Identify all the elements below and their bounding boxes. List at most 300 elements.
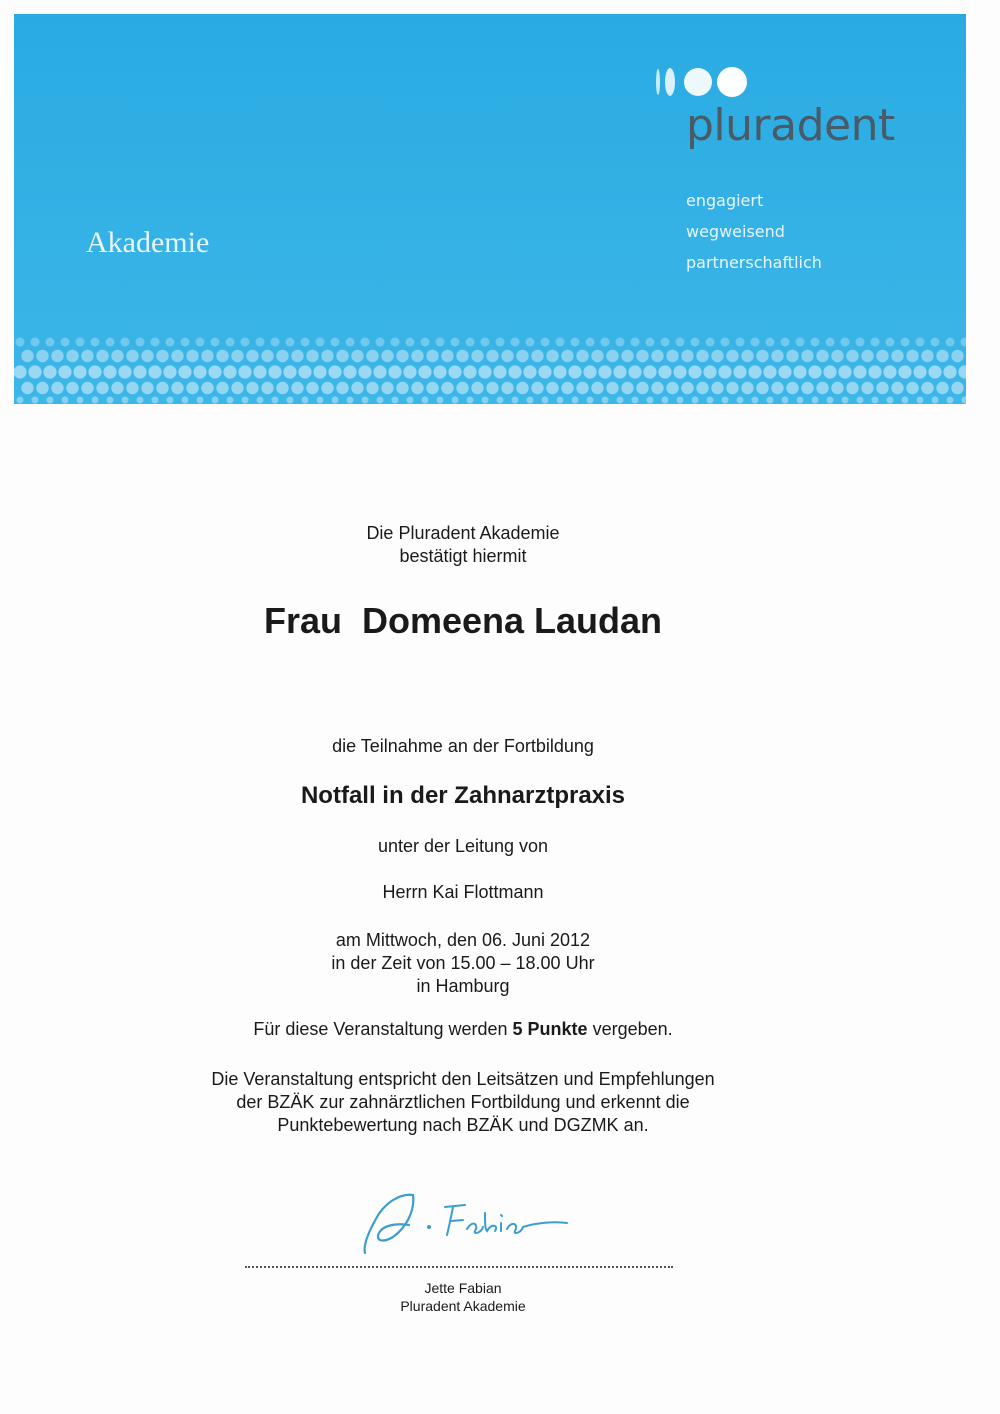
pattern-dot (96, 350, 108, 362)
pattern-dot (486, 382, 498, 394)
pattern-dot (636, 382, 648, 394)
pattern-dot (958, 365, 966, 378)
pattern-dot (786, 350, 798, 362)
pattern-dot (151, 338, 160, 347)
pattern-dot (441, 382, 453, 394)
pattern-dot (591, 382, 603, 394)
pattern-dot (857, 397, 864, 404)
pattern-dot (471, 382, 483, 394)
pattern-dot (538, 365, 551, 378)
pattern-dot (651, 350, 663, 362)
pattern-dot (576, 350, 588, 362)
pattern-dot (916, 338, 925, 347)
pattern-dot (793, 365, 806, 378)
pattern-dot (256, 338, 265, 347)
pattern-dot (261, 350, 273, 362)
pattern-dot (291, 350, 303, 362)
compliance-line-3: Punktebewertung nach BZÄK und DGZMK an. (277, 1115, 649, 1135)
pattern-dot (943, 365, 956, 378)
pattern-dot (553, 365, 566, 378)
intro-line-2: bestätigt hiermit (399, 546, 527, 566)
pattern-dot (928, 365, 941, 378)
pattern-dot (898, 365, 911, 378)
pattern-dot (137, 397, 144, 404)
pattern-dot (76, 338, 85, 347)
pattern-dot (201, 382, 213, 394)
pattern-dot (751, 338, 760, 347)
pattern-dot (508, 365, 521, 378)
location-line: in Hamburg (416, 976, 510, 996)
pattern-dot (358, 365, 371, 378)
pattern-dot (272, 397, 279, 404)
pattern-dot (268, 365, 281, 378)
pattern-dot (497, 397, 504, 404)
time-line: in der Zeit von 15.00 – 18.00 Uhr (331, 953, 595, 973)
pattern-dot (286, 338, 295, 347)
pattern-dot (812, 397, 819, 404)
pattern-dot (733, 365, 746, 378)
pattern-dot (196, 338, 205, 347)
pattern-dot (932, 397, 939, 404)
pattern-dot (811, 338, 820, 347)
pattern-dot (501, 350, 513, 362)
pattern-dot (107, 397, 114, 404)
pattern-dot (111, 350, 123, 362)
pattern-dot (181, 338, 190, 347)
pattern-dot (366, 382, 378, 394)
pattern-dot (741, 382, 753, 394)
pattern-dot (178, 365, 191, 378)
pattern-dot (21, 350, 33, 362)
pattern-dot (901, 338, 910, 347)
pattern-dot (621, 350, 633, 362)
pattern-dot (32, 397, 39, 404)
pattern-dot (452, 397, 459, 404)
pattern-dot (846, 350, 858, 362)
pattern-dot (313, 365, 326, 378)
pattern-dot (808, 365, 821, 378)
pattern-dot (126, 382, 138, 394)
pattern-dot (816, 382, 828, 394)
pattern-dot (587, 397, 594, 404)
pattern-dot (317, 397, 324, 404)
pattern-dot (706, 338, 715, 347)
pattern-dot (801, 350, 813, 362)
pattern-dot (362, 397, 369, 404)
pattern-dot (271, 338, 280, 347)
tagline-1: engagiert (686, 191, 764, 210)
pattern-dot (586, 338, 595, 347)
pattern-dot (561, 382, 573, 394)
course-title: Notfall in der Zahnarztpraxis (300, 782, 626, 809)
pattern-dot (782, 397, 789, 404)
pattern-dot (526, 338, 535, 347)
pattern-dot (636, 350, 648, 362)
pattern-dot (516, 382, 528, 394)
pattern-dot (496, 338, 505, 347)
pattern-dot (601, 338, 610, 347)
pattern-dot (531, 350, 543, 362)
pattern-dot (541, 338, 550, 347)
pattern-dot (632, 397, 639, 404)
pattern-dot (721, 338, 730, 347)
pattern-dot (861, 350, 873, 362)
pattern-dot (332, 397, 339, 404)
pattern-dot (801, 382, 813, 394)
pattern-dot (546, 382, 558, 394)
pattern-dot (691, 338, 700, 347)
pattern-dot (328, 365, 341, 378)
pattern-dot (321, 350, 333, 362)
pattern-dot (737, 397, 744, 404)
pattern-dot (156, 350, 168, 362)
pattern-dot (527, 397, 534, 404)
pattern-dot (167, 397, 174, 404)
pattern-dot (66, 382, 78, 394)
pattern-dot (511, 338, 520, 347)
pattern-dot (141, 382, 153, 394)
pattern-dot (103, 365, 116, 378)
pattern-dot (122, 397, 129, 404)
pattern-dot (28, 365, 41, 378)
header-banner (14, 14, 966, 404)
pattern-dot (906, 382, 918, 394)
pattern-dot (133, 365, 146, 378)
pattern-dot (373, 365, 386, 378)
pattern-dot (36, 382, 48, 394)
pattern-dot (298, 365, 311, 378)
pattern-dot (951, 382, 963, 394)
pattern-dot (883, 365, 896, 378)
signer-org: Pluradent Akademie (400, 1298, 526, 1314)
pattern-dot (62, 397, 69, 404)
points-value: 5 Punkte (512, 1019, 588, 1039)
pattern-dot (21, 382, 33, 394)
pattern-dot (226, 338, 235, 347)
pattern-dot (781, 338, 790, 347)
pattern-dot (478, 365, 491, 378)
pattern-dot (756, 382, 768, 394)
pattern-dot (436, 338, 445, 347)
pattern-dot (242, 397, 249, 404)
pattern-dot (407, 397, 414, 404)
pattern-dot (666, 350, 678, 362)
pattern-dot (826, 338, 835, 347)
intro-text (0, 522, 926, 568)
pattern-dot (861, 382, 873, 394)
pattern-dot (403, 365, 416, 378)
pattern-dot (481, 338, 490, 347)
pattern-dot (283, 365, 296, 378)
dot-pattern (14, 336, 966, 404)
pattern-dot (223, 365, 236, 378)
tagline-2: wegweisend (686, 222, 785, 241)
pattern-dot (512, 397, 519, 404)
pattern-dot (696, 382, 708, 394)
pattern-dot (556, 338, 565, 347)
pattern-dot (606, 382, 618, 394)
pattern-dot (591, 350, 603, 362)
pattern-dot (351, 350, 363, 362)
pattern-dot (451, 338, 460, 347)
pattern-dot (441, 350, 453, 362)
pattern-dot (302, 397, 309, 404)
pattern-dot (646, 338, 655, 347)
pattern-dot (823, 365, 836, 378)
pattern-dot (306, 350, 318, 362)
signer-name: Jette Fabian (424, 1280, 502, 1296)
pattern-dot (121, 338, 130, 347)
date-line: am Mittwoch, den 06. Juni 2012 (335, 930, 591, 950)
pattern-dot (392, 397, 399, 404)
pattern-dot (381, 350, 393, 362)
pattern-dot (906, 350, 918, 362)
intro-line-1: Die Pluradent Akademie (366, 523, 560, 543)
pattern-dot (602, 397, 609, 404)
pattern-dot (388, 365, 401, 378)
pattern-dot (43, 365, 56, 378)
pattern-dot (778, 365, 791, 378)
pattern-dot (227, 397, 234, 404)
pattern-dot (856, 338, 865, 347)
pattern-dot (186, 350, 198, 362)
pattern-dot (231, 350, 243, 362)
pattern-dot (621, 382, 633, 394)
pattern-dot (276, 382, 288, 394)
pattern-dot (148, 365, 161, 378)
pattern-dot (838, 365, 851, 378)
pattern-dot (216, 350, 228, 362)
handwritten-signature (355, 1185, 575, 1260)
pattern-dot (36, 350, 48, 362)
pattern-dot (331, 338, 340, 347)
pattern-dot (306, 382, 318, 394)
pattern-dot (902, 397, 909, 404)
pattern-dot (961, 338, 967, 347)
pattern-dot (411, 382, 423, 394)
pattern-dot (456, 382, 468, 394)
pattern-dot (276, 350, 288, 362)
pattern-dot (921, 382, 933, 394)
pattern-dot (287, 397, 294, 404)
pattern-dot (767, 397, 774, 404)
pattern-dot (748, 365, 761, 378)
pattern-dot (376, 338, 385, 347)
pattern-dot (951, 350, 963, 362)
pattern-dot (542, 397, 549, 404)
pattern-dot (827, 397, 834, 404)
pattern-dot (463, 365, 476, 378)
pattern-dot (816, 350, 828, 362)
pattern-dot (366, 350, 378, 362)
pattern-dot (662, 397, 669, 404)
pattern-dot (891, 382, 903, 394)
recipient-name: Frau Domeena Laudan (263, 600, 663, 641)
pattern-dot (876, 382, 888, 394)
pattern-dot (381, 382, 393, 394)
points-text-after: vergeben. (587, 1019, 673, 1039)
pattern-dot (647, 397, 654, 404)
participation-text: die Teilnahme an der Fortbildung (332, 736, 594, 756)
pattern-dot (872, 397, 879, 404)
pattern-dot (722, 397, 729, 404)
points-text-before: Für diese Veranstaltung werden (253, 1019, 513, 1039)
pattern-dot (711, 382, 723, 394)
pattern-dot (868, 365, 881, 378)
pattern-dot (391, 338, 400, 347)
pattern-dot (422, 397, 429, 404)
pattern-dot (171, 350, 183, 362)
pattern-dot (31, 338, 40, 347)
pattern-dot (763, 365, 776, 378)
pattern-dot (396, 382, 408, 394)
pattern-dot (673, 365, 686, 378)
pattern-dot (118, 365, 131, 378)
pattern-dot (576, 382, 588, 394)
pattern-dot (962, 397, 967, 404)
pattern-dot (406, 338, 415, 347)
pattern-dot (796, 338, 805, 347)
pattern-dot (426, 382, 438, 394)
pattern-dot (336, 382, 348, 394)
pattern-dot (136, 338, 145, 347)
pattern-dot (201, 350, 213, 362)
pattern-dot (351, 382, 363, 394)
points-statement (0, 1018, 926, 1041)
pattern-dot (92, 397, 99, 404)
pattern-dot (913, 365, 926, 378)
pattern-dot (842, 397, 849, 404)
pattern-dot (126, 350, 138, 362)
pattern-dot (853, 365, 866, 378)
pattern-dot (666, 382, 678, 394)
pattern-dot (418, 365, 431, 378)
pattern-dot (336, 350, 348, 362)
pattern-dot (617, 397, 624, 404)
pattern-dot (111, 382, 123, 394)
pattern-dot (797, 397, 804, 404)
pattern-dot (17, 397, 24, 404)
pattern-dot (58, 365, 71, 378)
pattern-dot (568, 365, 581, 378)
pattern-dot (437, 397, 444, 404)
pattern-dot (166, 338, 175, 347)
pattern-dot (238, 365, 251, 378)
pattern-dot (301, 338, 310, 347)
pattern-dot (253, 365, 266, 378)
pattern-dot (47, 397, 54, 404)
pattern-dot (831, 350, 843, 362)
pattern-dot (676, 338, 685, 347)
pattern-dot (752, 397, 759, 404)
pattern-dot (598, 365, 611, 378)
pattern-dot (718, 365, 731, 378)
pattern-dot (688, 365, 701, 378)
pattern-dot (81, 382, 93, 394)
pattern-dot (231, 382, 243, 394)
pattern-dot (786, 382, 798, 394)
pattern-dot (141, 350, 153, 362)
pattern-dot (572, 397, 579, 404)
pattern-dot (448, 365, 461, 378)
pattern-dot (631, 338, 640, 347)
pattern-dot (707, 397, 714, 404)
instructor-name: Herrn Kai Flottmann (382, 882, 544, 902)
pattern-dot (321, 382, 333, 394)
pattern-dot (677, 397, 684, 404)
pattern-dot (216, 382, 228, 394)
pattern-dot (766, 338, 775, 347)
pattern-dot (726, 350, 738, 362)
pattern-dot (651, 382, 663, 394)
akademie-label: Akademie (86, 226, 210, 259)
pattern-dot (886, 338, 895, 347)
pattern-dot (891, 350, 903, 362)
pattern-dot (692, 397, 699, 404)
pattern-dot (557, 397, 564, 404)
pattern-dot (456, 350, 468, 362)
pattern-dot (16, 338, 25, 347)
pattern-dot (14, 365, 27, 378)
pattern-dot (361, 338, 370, 347)
pattern-dot (81, 350, 93, 362)
pattern-dot (156, 382, 168, 394)
pattern-dot (523, 365, 536, 378)
pattern-dot (88, 365, 101, 378)
pattern-dot (211, 338, 220, 347)
pattern-dot (936, 382, 948, 394)
pattern-dot (661, 338, 670, 347)
pattern-dot (66, 350, 78, 362)
pattern-dot (936, 350, 948, 362)
pattern-dot (696, 350, 708, 362)
pattern-dot (466, 338, 475, 347)
compliance-line-1: Die Veranstaltung entspricht den Leitsätzen und Empfehlungen (211, 1069, 715, 1089)
pattern-dot (736, 338, 745, 347)
pattern-dot (947, 397, 954, 404)
pattern-dot (467, 397, 474, 404)
pattern-dot (831, 382, 843, 394)
pattern-dot (257, 397, 264, 404)
pattern-dot (681, 382, 693, 394)
pattern-dot (643, 365, 656, 378)
pattern-dot (96, 382, 108, 394)
pattern-dot (411, 350, 423, 362)
pattern-dot (421, 338, 430, 347)
pattern-dot (77, 397, 84, 404)
pattern-dot (571, 338, 580, 347)
pattern-dot (841, 338, 850, 347)
pattern-dot (51, 350, 63, 362)
pattern-dot (583, 365, 596, 378)
pattern-dot (887, 397, 894, 404)
signature-line (245, 1266, 673, 1268)
pattern-dot (426, 350, 438, 362)
pattern-dot (606, 350, 618, 362)
tagline-3: partnerschaftlich (686, 253, 822, 272)
pattern-dot (152, 397, 159, 404)
pattern-dot (741, 350, 753, 362)
pattern-dot (546, 350, 558, 362)
pattern-dot (531, 382, 543, 394)
led-by-label: unter der Leitung von (377, 836, 549, 856)
pattern-dot (471, 350, 483, 362)
compliance-text (0, 1068, 926, 1137)
pattern-dot (771, 350, 783, 362)
pattern-dot (106, 338, 115, 347)
pattern-dot (377, 397, 384, 404)
brand-name: pluradent (686, 100, 895, 151)
